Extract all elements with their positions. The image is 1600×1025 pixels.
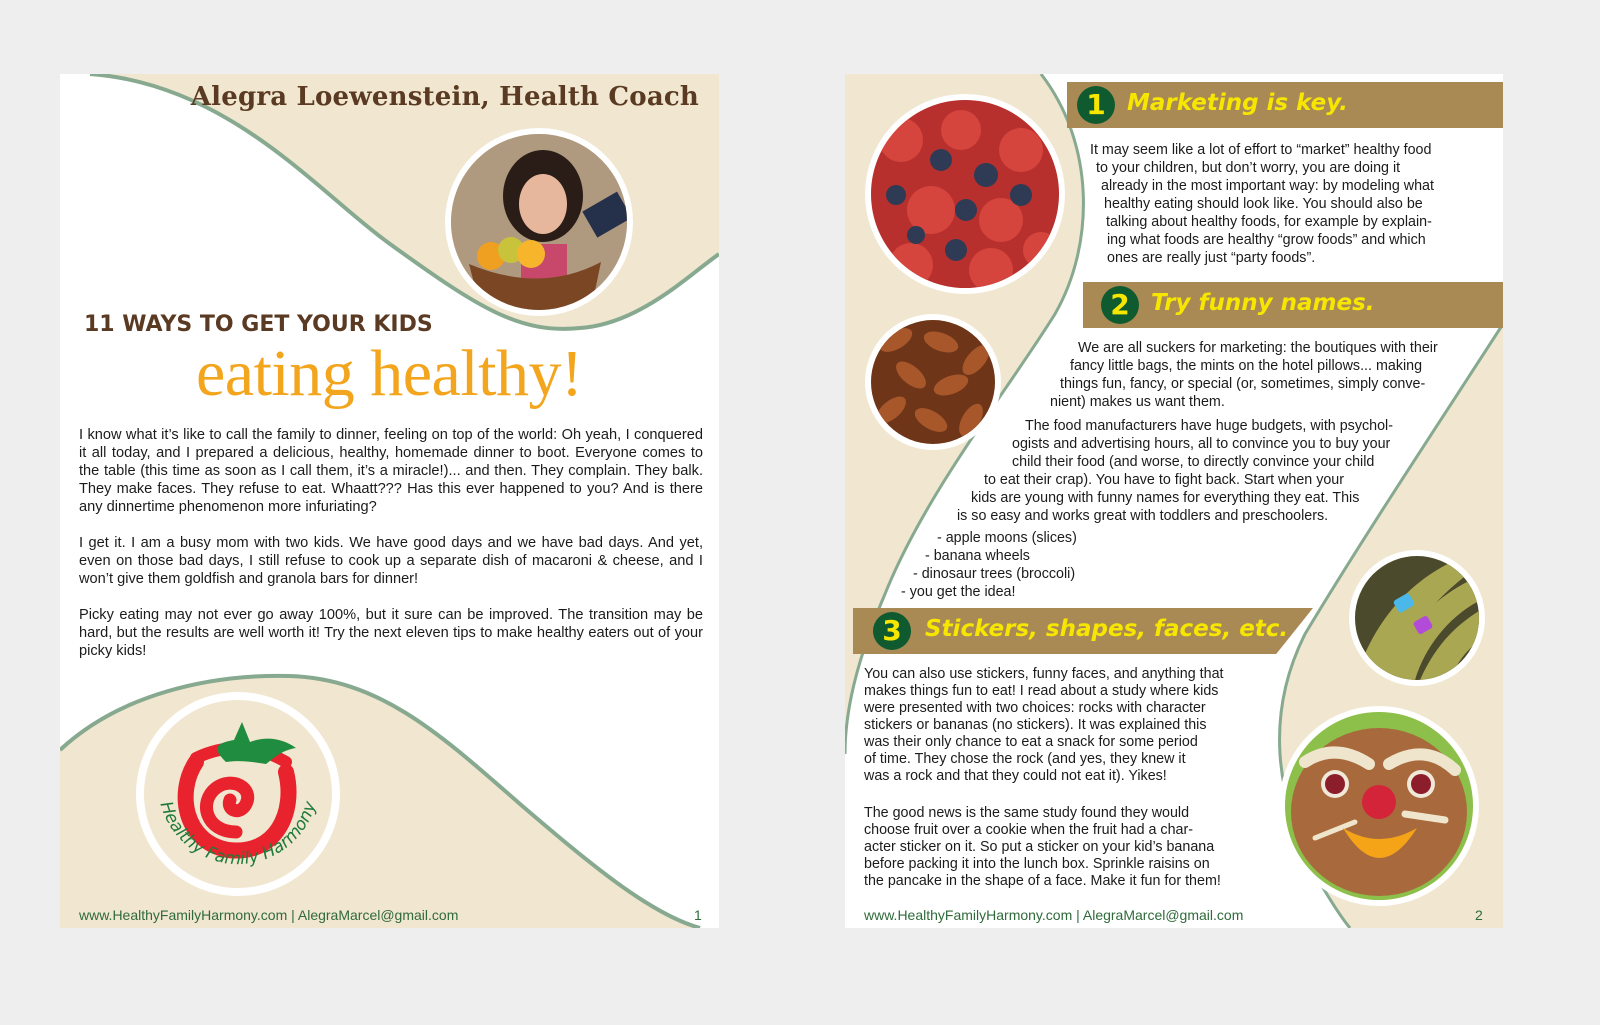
page-1	[60, 74, 719, 928]
page-2-footer-contact: www.HealthyFamilyHarmony.com | AlegraMarcel@gmail.com	[864, 907, 1244, 923]
tip-1-title: Marketing is key.	[1127, 90, 1348, 116]
tip-3-line: were presented with two choices: rocks with character	[864, 700, 1206, 716]
tip-1-line: to your children, but don’t worry, you are doing it	[1096, 160, 1401, 176]
coach-photo	[445, 128, 633, 316]
list-item: - banana wheels	[925, 548, 1030, 564]
tip-2-line: The food manufacturers have huge budgets, with psychol-	[1025, 418, 1393, 434]
bananas-photo	[1349, 550, 1485, 686]
tip-2-line: fancy little bags, the mints on the hotel pillows... making	[1070, 358, 1423, 374]
list-item: - apple moons (slices)	[937, 530, 1077, 546]
intro-paragraph-3: Picky eating may not ever go away 100%, but it sure can be improved. The transition may be hard, but the results are well worth it! Try the next eleven tips to make healthy eaters out of your picky kids!	[79, 607, 703, 659]
tip-3-line: acter sticker on it. So put a sticker on your kid’s banana	[864, 839, 1215, 855]
tip-1-line: ing what foods are healthy “grow foods” and which	[1107, 232, 1426, 248]
tip-3-title: Stickers, shapes, faces, etc.	[925, 616, 1289, 642]
tip-2-line: ogists and advertising hours, all to convince you to buy your	[1012, 436, 1391, 452]
tip-3-line: was a rock and that they could not eat it). Yikes!	[864, 768, 1167, 784]
list-item: - dinosaur trees (broccoli)	[913, 566, 1076, 582]
intro-paragraph-1: I know what it’s like to call the family to dinner, feeling on top of the world: Oh yeah, I conquered it all today, and I prepared a delicious, healthy, homemade dinner to boot. Everyone comes to the table (this time as soon as I call them, it’s a miracle!)... and then. They complain. They balk. They make faces. They refuse to eat. Whaatt??? Has this ever happened to you? And is there any dinnertime phenomenon more infuriating?	[79, 427, 703, 515]
headline-kicker: 11 WAYS TO GET YOUR KIDS	[84, 312, 433, 337]
tip-1-line: ones are really just “party foods”.	[1107, 250, 1316, 266]
tip-2-line: child their food (and worse, to directly convince your child	[1012, 454, 1375, 470]
tip-3-line: of time. They chose the rock (and yes, they knew it	[864, 751, 1186, 767]
tip-3-line: The good news is the same study found they would	[864, 805, 1190, 821]
almonds-photo	[865, 314, 1001, 450]
intro-paragraph-2: I get it. I am a busy mom with two kids. We have good days and we have bad days. And yet, even on those bad days, I still refuse to cook up a separate dish of macaroni & cheese, and I won’t give them goldfish and granola bars for dinner!	[79, 535, 703, 587]
page-2	[845, 74, 1503, 928]
tip-2-line: nient) makes us want them.	[1050, 394, 1225, 410]
tip-1-line: healthy eating should look like. You should also be	[1104, 196, 1423, 212]
tip-3-line: You can also use stickers, funny faces, and anything that	[864, 666, 1224, 682]
healthy-family-harmony-logo	[136, 692, 340, 896]
tip-3-line: was their only chance to eat a snack for some period	[864, 734, 1198, 750]
svg-text:Healthy Family Harmony	[155, 798, 320, 869]
tip-2-title: Try funny names.	[1151, 290, 1375, 316]
page-1-number: 1	[694, 907, 702, 923]
pancake-face-photo	[1279, 706, 1479, 906]
tip-3-line: makes things fun to eat! I read about a study where kids	[864, 683, 1219, 699]
page-1-footer-contact: www.HealthyFamilyHarmony.com | AlegraMarcel@gmail.com	[79, 907, 459, 923]
coach-title: Alegra Loewenstein, Health Coach	[190, 82, 699, 112]
tip-3-line: stickers or bananas (no stickers). It was explained this	[864, 717, 1207, 733]
berries-photo	[865, 94, 1065, 294]
tip-2-line: We are all suckers for marketing: the boutiques with their	[1078, 340, 1438, 356]
headline-main: eating healthy!	[196, 337, 583, 410]
logo-text: Healthy Family Harmony	[155, 798, 321, 870]
tip-2-line: kids are young with funny names for everything they eat. This	[971, 490, 1360, 506]
list-item: - you get the idea!	[901, 584, 1016, 600]
tip-2-line: to eat their crap). You have to fight back. Start when your	[984, 472, 1345, 488]
tip-3-number-badge: 3	[873, 612, 911, 650]
tip-2-line: is so easy and works great with toddlers and preschoolers.	[957, 508, 1329, 524]
tip-1-line: already in the most important way: by modeling what	[1101, 178, 1434, 194]
tip-2-number-badge: 2	[1101, 286, 1139, 324]
tip-2-line: things fun, fancy, or special (or, sometimes, simply conve-	[1060, 376, 1426, 392]
tip-1-line: talking about healthy foods, for example by explain-	[1106, 214, 1432, 230]
tip-3-line: before packing it into the lunch box. Sprinkle raisins on	[864, 856, 1210, 872]
tip-1-line: It may seem like a lot of effort to “market” healthy food	[1090, 142, 1432, 158]
tip-3-line: the pancake in the shape of a face. Make it fun for them!	[864, 873, 1221, 889]
page-2-number: 2	[1475, 907, 1483, 923]
tip-3-line: choose fruit over a cookie when the fruit had a char-	[864, 822, 1194, 838]
tip-1-number-badge: 1	[1077, 86, 1115, 124]
